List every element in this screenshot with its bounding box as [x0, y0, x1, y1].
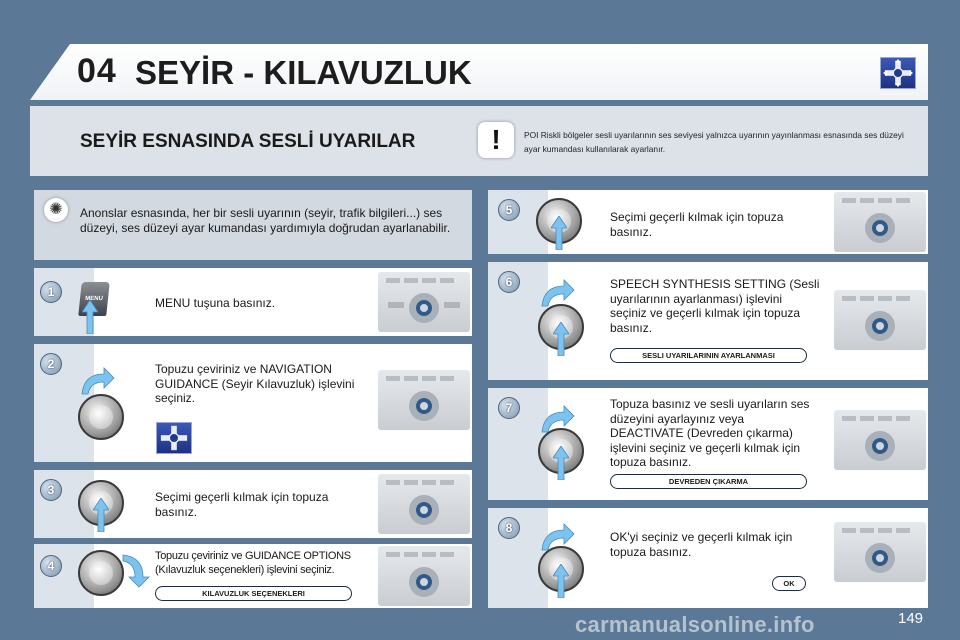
rotary-knob-icon — [78, 550, 124, 596]
section-title: SEYİR ESNASINDA SESLİ UYARILAR — [80, 131, 416, 152]
turn-arrow-icon — [80, 366, 116, 396]
step-badge-4: 4 — [40, 555, 62, 577]
radio-panel-image — [834, 410, 926, 470]
rotary-knob-icon — [78, 394, 124, 440]
press-arrow-icon — [553, 322, 569, 356]
page-title: SEYİR - KILAVUZLUK — [135, 54, 472, 91]
step-badge-5: 5 — [498, 199, 520, 221]
exclamation-icon: ! — [478, 122, 514, 158]
option-pill-7: DEVREDEN ÇIKARMA — [610, 474, 807, 489]
step-text-5: Seçimi geçerli kılmak için topuza basınız. — [610, 210, 784, 239]
press-arrow-icon — [553, 564, 569, 598]
step-text-8: OK'yi seçiniz ve geçerli kılmak için topuza basınız. — [610, 530, 793, 559]
info-text: Anonslar esnasında, her bir sesli uyarının (seyir, trafik bilgileri...) ses düzeyi, ses düzeyi ayar kumandası yardımıyla doğrudan ayarlanabilir. — [80, 206, 451, 235]
radio-panel-image — [834, 192, 926, 252]
menu-key-icon: MENU — [78, 282, 110, 316]
option-pill-8: OK — [772, 576, 806, 591]
sun-bulb-icon: ✺ — [44, 198, 68, 222]
navigation-cross-icon — [880, 57, 916, 89]
step-text-3: Seçimi geçerli kılmak için topuza basınız. — [155, 490, 329, 519]
step-badge-6: 6 — [498, 271, 520, 293]
step-badge-7: 7 — [498, 397, 520, 419]
step-badge-3: 3 — [40, 479, 62, 501]
option-pill-4: KILAVUZLUK SEÇENEKLERI — [155, 586, 352, 601]
step-text-4: Topuzu çeviriniz ve GUIDANCE OPTIONS (Kılavuzluk seçenekleri) işlevini seçiniz. — [155, 550, 351, 576]
radio-panel-image — [378, 272, 470, 332]
option-pill-6: SESLI UYARILARININ AYARLANMASI — [610, 348, 807, 363]
press-arrow-icon — [553, 446, 569, 480]
step-badge-8: 8 — [498, 517, 520, 539]
radio-panel-image — [834, 290, 926, 350]
navigation-cross-icon — [156, 422, 192, 454]
page-number: 149 — [898, 610, 924, 627]
step-text-6: SPEECH SYNTHESIS SETTING (Sesli uyarılarının ayarlanması) işlevini seçiniz ve geçerli kılmak için topuza basınız. — [610, 277, 820, 335]
step-text-2: Topuzu çeviriniz ve NAVIGATION GUIDANCE (Seyir Kılavuzluk) işlevini seçiniz. — [155, 362, 355, 405]
step-badge-2: 2 — [40, 353, 62, 375]
watermark: carmanualsonline.info — [575, 612, 815, 637]
press-arrow-icon — [551, 216, 567, 250]
press-arrow-icon — [82, 300, 98, 334]
step-badge-1: 1 — [40, 281, 62, 303]
turn-arrow-icon — [121, 553, 151, 589]
radio-panel-image — [378, 370, 470, 430]
step-text-7: Topuza basınız ve sesli uyarıların ses düzeyini ayarlayınız veya DEACTIVATE (Devreden çıkarma) işlevini seçiniz ve geçerli kılmak için topuza basınız. — [610, 397, 810, 469]
radio-panel-image — [378, 546, 470, 606]
radio-panel-image — [378, 474, 470, 534]
warning-text: POI Riskli bölgeler sesli uyarılarının ses seviyesi yalnızca uyarının yayınlanması esnasında ses düzeyi ayar kumandası kullanılarak ayarlanır. — [524, 130, 904, 154]
radio-panel-image — [834, 522, 926, 582]
chapter-number: 04 — [77, 52, 117, 90]
step-text-1: MENU tuşuna basınız. — [155, 296, 276, 310]
press-arrow-icon — [93, 498, 109, 532]
